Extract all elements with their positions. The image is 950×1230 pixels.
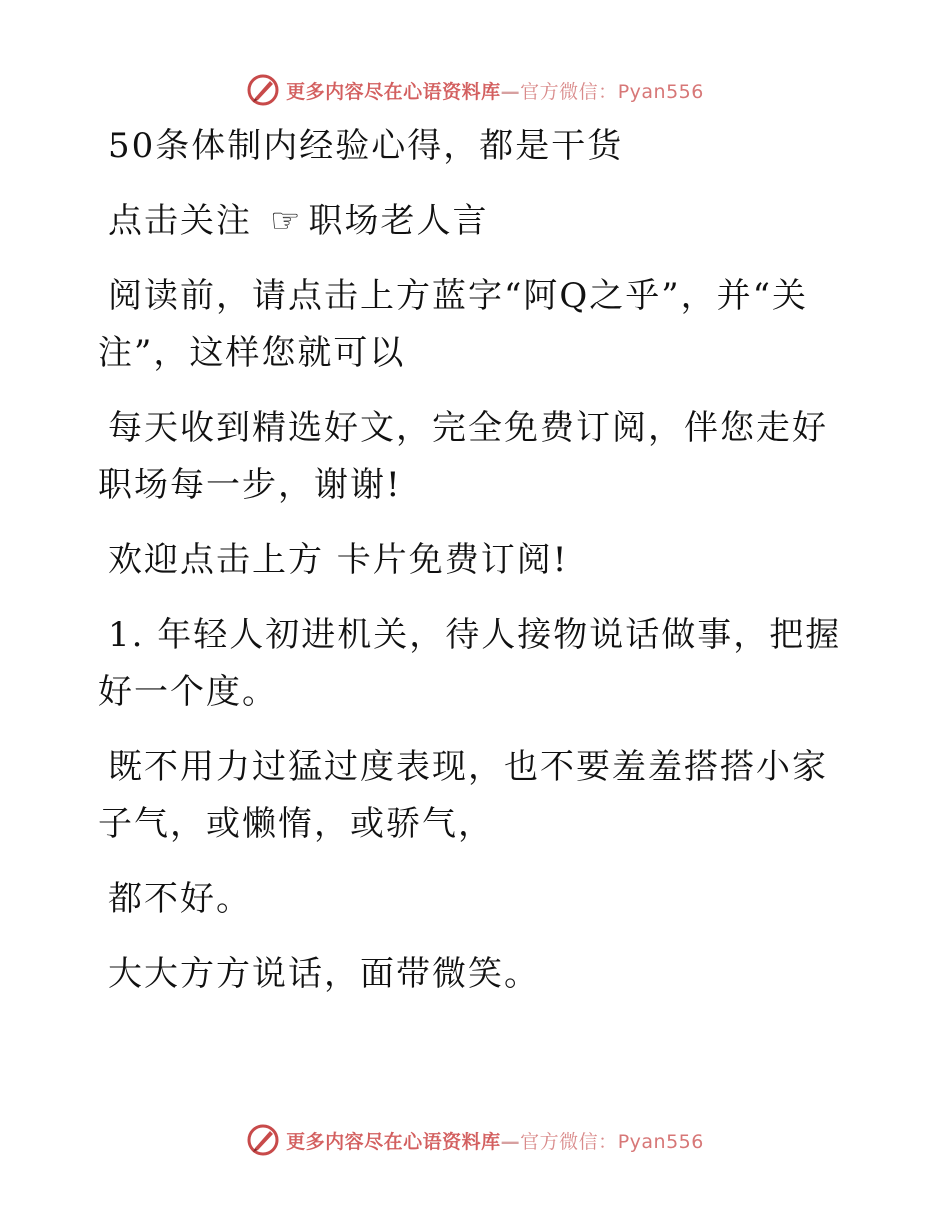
paragraph-subscribe: 每天收到精选好文，完全免费订阅，伴您走好职场每一步，谢谢! <box>98 408 828 505</box>
watermark-brand: 更多内容尽在心语资料库 <box>286 1130 501 1153</box>
follow-label: 点击关注 <box>108 201 252 241</box>
pointing-hand-icon: ☞ <box>270 201 303 241</box>
watermark-id: Pyan556 <box>617 80 704 103</box>
quill-logo-icon <box>246 1123 280 1157</box>
paragraph-point-1: 1. 年轻人初进机关，待人接物说话做事，把握好一个度。 <box>98 615 842 712</box>
watermark-footer <box>0 1120 950 1160</box>
paragraph-point-1-detail: 既不用力过猛过度表现，也不要羞羞搭搭小家子气，或懒惰，或骄气， <box>98 747 828 844</box>
watermark-text <box>286 1127 704 1154</box>
quill-logo-icon <box>246 73 280 107</box>
watermark-sub: 官方微信： <box>520 80 618 103</box>
watermark-text <box>286 77 704 104</box>
paragraph-welcome: 欢迎点击上方 卡片免费订阅! <box>108 540 569 580</box>
article-title: 50条体制内经验心得，都是干货 <box>108 126 624 166</box>
watermark-id: Pyan556 <box>617 1130 704 1153</box>
watermark-sub: 官方微信： <box>520 1130 618 1153</box>
document-body <box>98 118 858 1021</box>
follow-target: 职场老人言 <box>308 201 489 241</box>
watermark-brand: 更多内容尽在心语资料库 <box>286 80 501 103</box>
watermark-header <box>0 70 950 110</box>
watermark-separator: — <box>500 80 521 103</box>
paragraph-smile: 大大方方说话，面带微笑。 <box>108 954 540 994</box>
watermark-separator: — <box>500 1130 521 1153</box>
paragraph-not-good: 都不好。 <box>108 879 252 919</box>
follow-line <box>98 193 858 250</box>
paragraph-intro: 阅读前，请点击上方蓝字“阿Q之乎”，并“关注”，这样您就可以 <box>98 276 809 373</box>
